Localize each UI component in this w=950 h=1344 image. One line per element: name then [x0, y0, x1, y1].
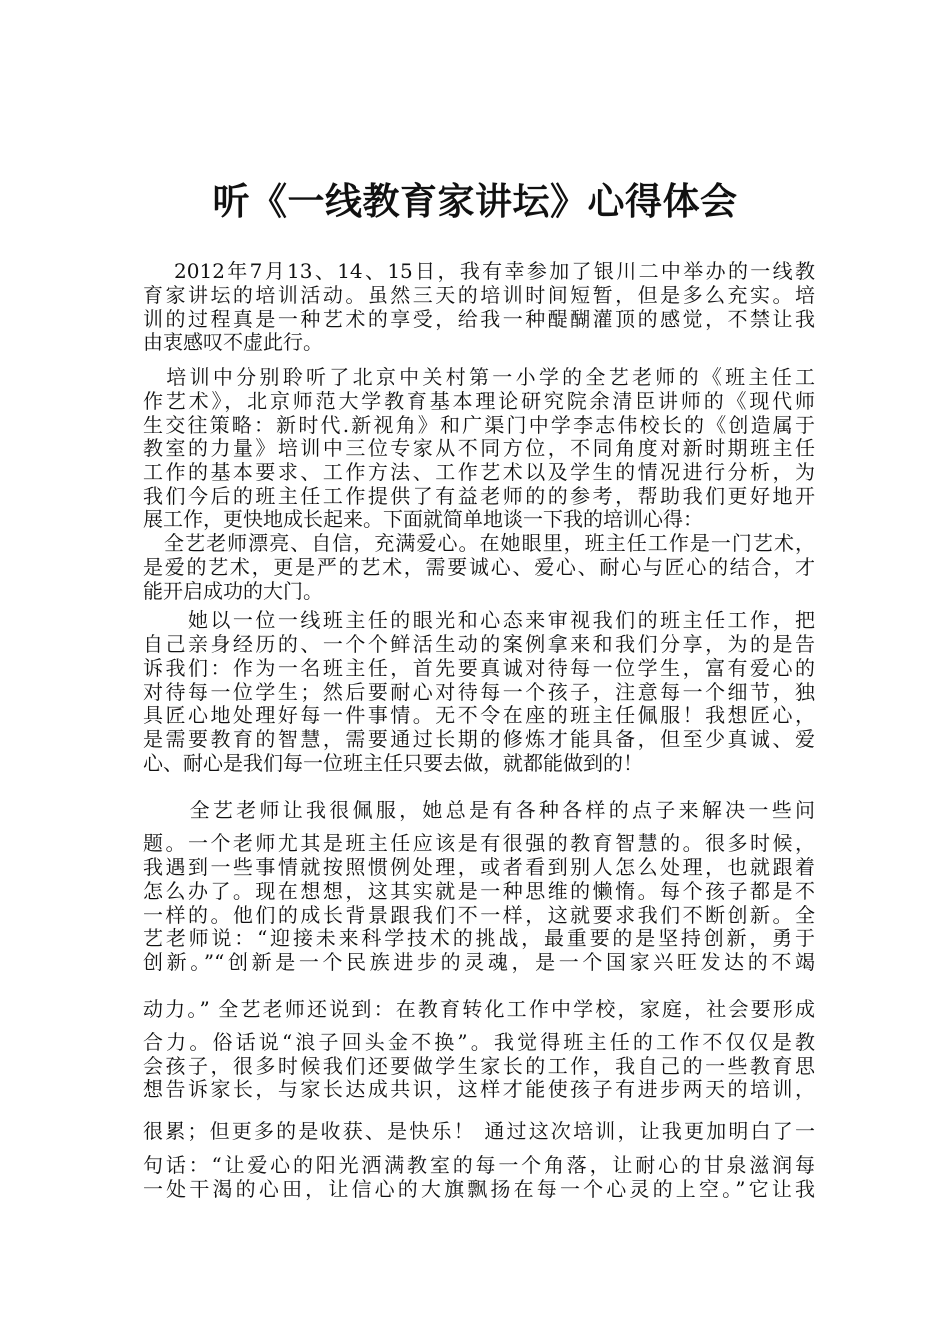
body-line: 展工作，更快地成长起来。下面就简单地谈一下我的培训心得：: [143, 508, 703, 531]
body-line: 由衷感叹不虚此行。: [143, 331, 323, 354]
body-line: 对待每一位学生；然后要耐心对待每一个孩子，注意每一个细节，独: [143, 681, 815, 704]
body-line: 我们今后的班主任工作提供了有益老师的的参考，帮助我们更好地开: [143, 485, 815, 508]
body-line: 是爱的艺术，更是严的艺术，需要诚心、爱心、耐心与匠心的结合，才: [143, 556, 815, 579]
body-line: 动力。” 全艺老师还说到：在教育转化工作中学校，家庭，社会要形成: [143, 998, 815, 1021]
body-line: 艺老师说：“迎接未来科学技术的挑战，最重要的是坚持创新，勇于: [143, 927, 815, 950]
body-line: 工作的基本要求、工作方法、工作艺术以及学生的情况进行分析，为: [143, 461, 815, 484]
body-line: 一处干渴的心田，让信心的大旗飘扬在每一个心灵的上空。”它让我: [143, 1178, 815, 1201]
body-line: 句话：“让爱心的阳光洒满教室的每一个角落，让耐心的甘泉滋润每: [143, 1154, 815, 1177]
body-line: 心、耐心是我们每一位班主任只要去做，就都能做到的！: [143, 752, 643, 775]
body-line: 一样的。他们的成长背景跟我们不一样，这就要求我们不断创新。全: [143, 904, 815, 927]
body-line: 是需要教育的智慧，需要通过长期的修炼才能具备，但至少真诚、爱: [143, 728, 815, 751]
body-line: 创新。”“创新是一个民族进步的灵魂，是一个国家兴旺发达的不竭: [143, 951, 815, 974]
body-line: 自己亲身经历的、一个个鲜活生动的案例拿来和我们分享，为的是告: [143, 633, 815, 656]
body-line: 全艺老师漂亮、自信，充满爱心。在她眼里，班主任工作是一门艺术，: [143, 532, 815, 555]
body-line: 诉我们：作为一名班主任，首先要真诚对待每一位学生，富有爱心的: [143, 657, 815, 680]
body-line: 培训中分别聆听了北京中关村第一小学的全艺老师的《班主任工: [143, 366, 815, 389]
body-line: 想告诉家长，与家长达成共识，这样才能使孩子有进步两天的培训，: [143, 1078, 815, 1101]
body-line: 题。一个老师尤其是班主任应该是有很强的教育智慧的。很多时候，: [143, 832, 815, 855]
body-line: 能开启成功的大门。: [143, 580, 323, 603]
body-line: 全艺老师让我很佩服，她总是有各种各样的点子来解决一些问: [143, 799, 815, 822]
body-line: 作艺术》，北京师范大学教育基本理论研究院余清臣讲师的《现代师: [143, 390, 815, 413]
body-line: 生交往策略：新时代.新视角》和广渠门中学李志伟校长的《创造属于: [143, 414, 815, 437]
body-line: 合力。俗话说“浪子回头金不换”。我觉得班主任的工作不仅仅是教: [143, 1031, 815, 1054]
body-line: 她以一位一线班主任的眼光和心态来审视我们的班主任工作，把: [143, 609, 815, 632]
body-line: 训的过程真是一种艺术的享受，给我一种醍醐灌顶的感觉，不禁让我: [143, 308, 815, 331]
body-line: 会孩子，很多时候我们还要做学生家长的工作，我自己的一些教育思: [143, 1055, 815, 1078]
body-line: 2012年7月13、14、15日，我有幸参加了银川二中举办的一线教: [143, 260, 815, 283]
body-line: 教室的力量》培训中三位专家从不同方位，不同角度对新时期班主任: [143, 437, 815, 460]
body-line: 我遇到一些事情就按照惯例处理，或者看到别人怎么处理，也就跟着: [143, 856, 815, 879]
body-line: 怎么办了。现在想想，这其实就是一种思维的懒惰。每个孩子都是不: [143, 880, 815, 903]
body-line: 育家讲坛的培训活动。虽然三天的培训时间短暂，但是多么充实。培: [143, 284, 815, 307]
body-line: 很累；但更多的是收获、是快乐！ 通过这次培训，让我更加明白了一: [143, 1120, 815, 1143]
document-title: 听《一线教育家讲坛》心得体会: [212, 180, 738, 223]
body-line: 具匠心地处理好每一件事情。无不令在座的班主任佩服！我想匠心，: [143, 704, 815, 727]
